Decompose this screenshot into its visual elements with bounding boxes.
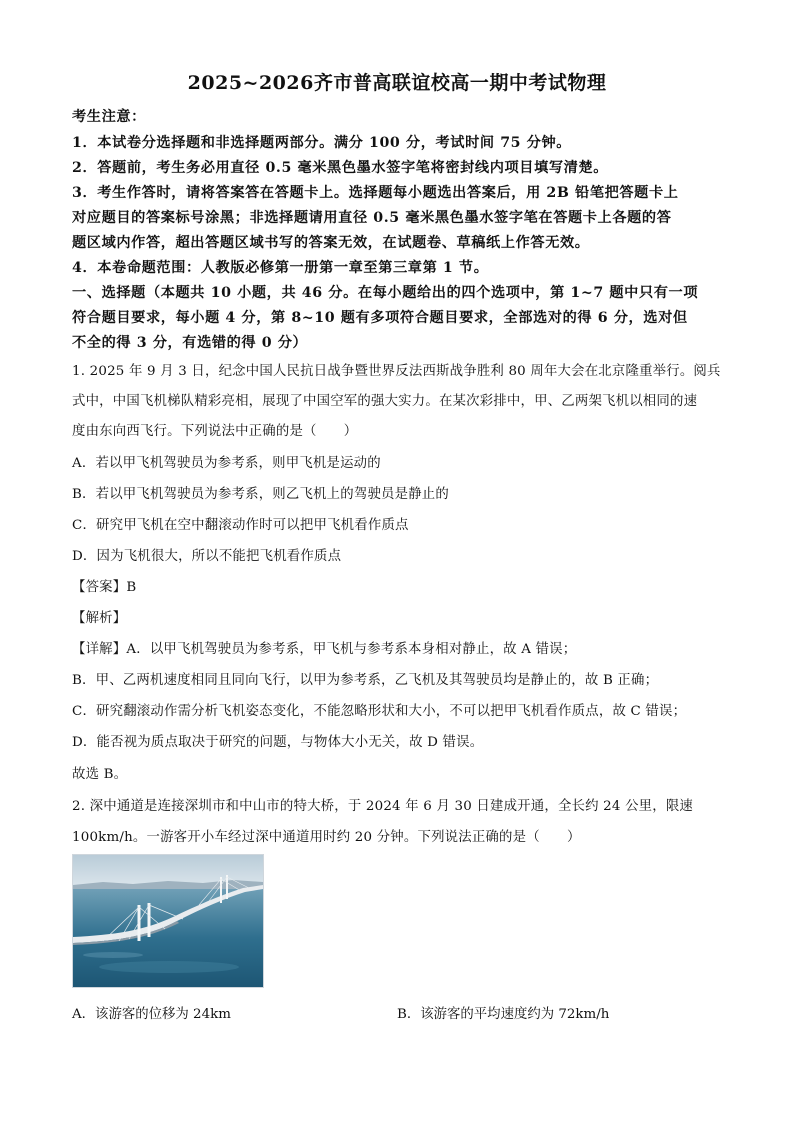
q1-analysis-line-1: 【详解】A．以甲飞机驾驶员为参考系，甲飞机与参考系本身相对静止，故 A 错误； [72,642,577,657]
bridge-photo [72,854,264,988]
q1-option-d: D．因为飞机很大，所以不能把飞机看作质点 [72,549,342,564]
q1-option-c: C．研究甲飞机在空中翻滚动作时可以把甲飞机看作质点 [72,518,409,533]
q1-option-b: B．若以甲飞机驾驶员为参考系，则乙飞机上的驾驶员是静止的 [72,487,449,502]
notice-line-5: 题区域内作答，超出答题区域书写的答案无效，在试题卷、草稿纸上作答无效。 [72,235,590,251]
q1-analysis-line-2: B．甲、乙两机速度相同且同向飞行，以甲为参考系，乙飞机及其驾驶员均是静止的，故 B 正确； [72,673,659,688]
q2-option-b: B．该游客的平均速度约为 72km/h [397,1007,610,1022]
notice-line-1: 1．本试卷分选择题和非选择题两部分。满分 100 分，考试时间 75 分钟。 [72,135,572,151]
q1-stem-line-2: 式中，中国飞机梯队精彩亮相，展现了中国空军的强大实力。在某次彩排中，甲、乙两架飞机以相同的速 [72,394,698,409]
q1-conclusion: 故选 B。 [72,767,128,782]
section-instructions-line-1: 一、选择题（本题共 10 小题，共 46 分。在每小题给出的四个选项中，第 1~7 题中只有一项 [72,285,699,301]
section-instructions-line-3: 不全的得 3 分，有选错的得 0 分） [72,335,308,351]
q1-analysis-line-4: D．能否视为质点取决于研究的问题，与物体大小无关，故 D 错误。 [72,735,484,750]
notice-line-6: 4．本卷命题范围：人教版必修第一册第一章至第三章第 1 节。 [72,260,489,276]
notice-line-4: 对应题目的答案标号涂黑；非选择题请用直径 0.5 毫米黑色墨水签字笔在答题卡上各题的答 [72,210,672,226]
q1-analysis-heading: 【解析】 [72,611,127,626]
page-title: 2025~2026齐市普高联谊校高一期中考试物理 [187,72,607,94]
q1-answer: 【答案】B [72,580,137,595]
section-instructions-line-2: 符合题目要求，每小题 4 分，第 8~10 题有多项符合题目要求，全部选对的得 6 分，选对但 [72,310,688,326]
q1-option-a: A．若以甲飞机驾驶员为参考系，则甲飞机是运动的 [72,456,381,471]
notice-line-3: 3．考生作答时，请将答案答在答题卡上。选择题每小题选出答案后，用 2B 铅笔把答题卡上 [72,185,679,201]
q2-option-a: A．该游客的位移为 24km [72,1007,231,1022]
notice-line-2: 2．答题前，考生务必用直径 0.5 毫米黑色墨水签字笔将密封线内项目填写清楚。 [72,160,609,176]
q1-analysis-line-3: C．研究翻滚动作需分析飞机姿态变化，不能忽略形状和大小，不可以把甲飞机看作质点，故 C 错误； [72,704,687,719]
q1-stem-line-1: 1. 2025 年 9 月 3 日，纪念中国人民抗日战争暨世界反法西斯战争胜利 80 周年大会在北京隆重举行。阅兵 [72,364,721,379]
q2-stem-line-2: 100km/h。一游客开小车经过深中通道用时约 20 分钟。下列说法正确的是（ ） [72,830,581,845]
q1-stem-line-3: 度由东向西飞行。下列说法中正确的是（ ） [72,424,358,439]
notice-heading: 考生注意： [72,109,146,125]
q2-stem-line-1: 2. 深中通道是连接深圳市和中山市的特大桥，于 2024 年 6 月 30 日建成开通，全长约 24 公里，限速 [72,799,694,814]
